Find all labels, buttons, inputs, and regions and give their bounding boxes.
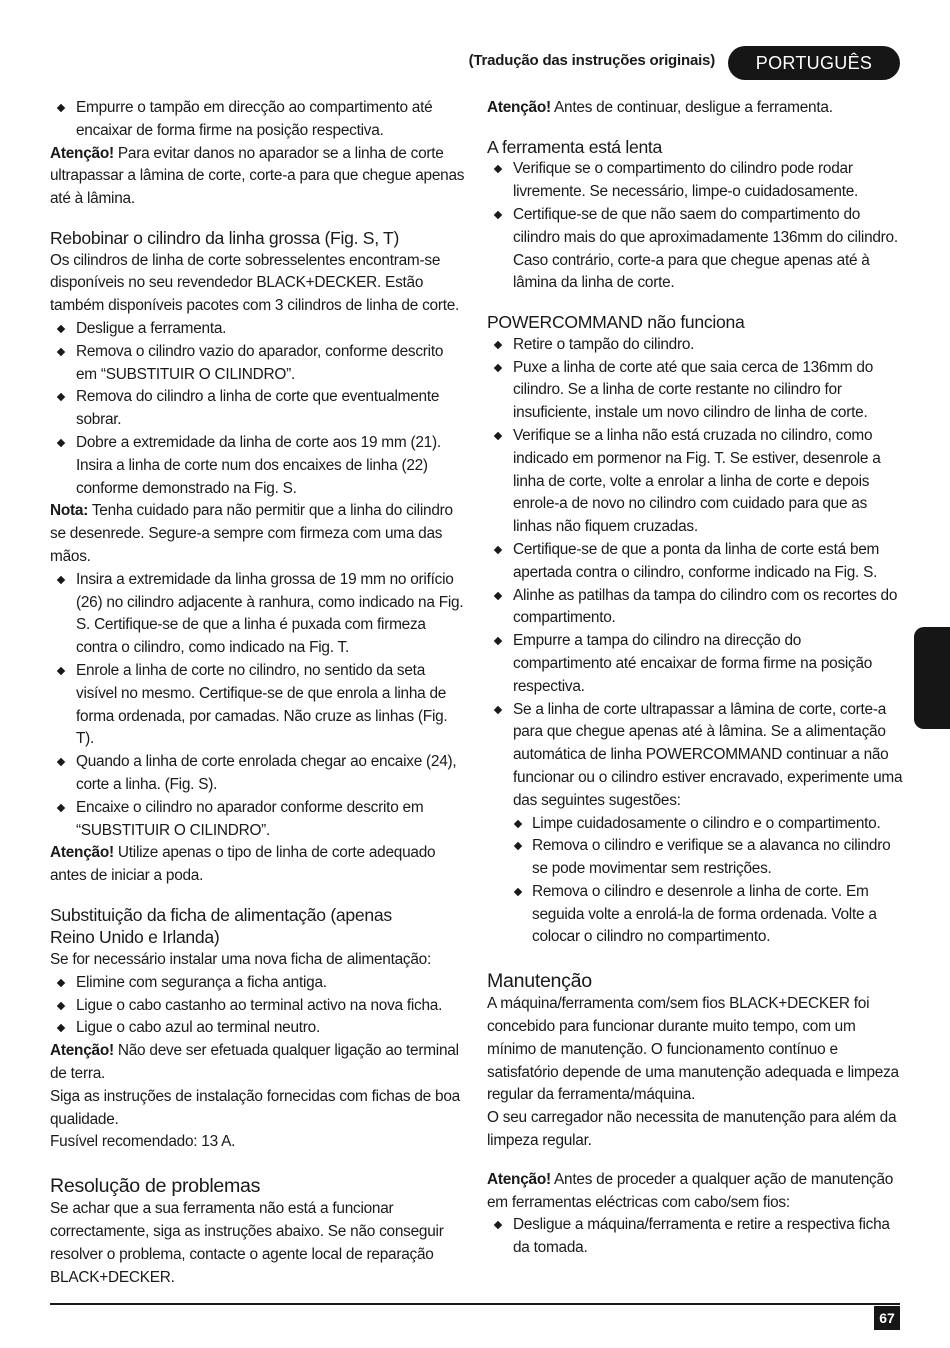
warning-label: Atenção! (50, 844, 114, 862)
plug-heading (50, 904, 466, 949)
slow-tool-steps (487, 158, 903, 295)
intro-list (50, 97, 466, 143)
list-item: Se a linha de corte ultrapassar a lâmina de corte, corte-a para que chegue apenas até à lâmina. Se a alimentação automática de linha POWERCOMMAND continuar a não funcionar ou o cilindro estiver encravado, experimente uma das seguintes sugestões: (487, 699, 903, 813)
warning-paragraph (50, 143, 466, 211)
powercommand-steps (487, 334, 903, 813)
powercommand-heading: POWERCOMMAND não funciona (487, 312, 745, 333)
note-label: Nota: (50, 502, 89, 520)
plug-heading-line2: Reino Unido e Irlanda) (50, 927, 220, 948)
list-item: Dobre a extremidade da linha de corte aos 19 mm (21). Insira a linha de corte num dos encaixes de linha (22) conforme demonstrado na Fig. S. (50, 432, 466, 500)
section-side-tab (914, 627, 950, 729)
list-item: Puxe a linha de corte até que saia cerca de 136mm do cilindro. Se a linha de corte restante no cilindro for insuficiente, instale um novo cilindro de linha de corte. (487, 357, 903, 425)
warning-paragraph (487, 1169, 903, 1215)
language-badge: PORTUGUÊS (728, 46, 900, 80)
rewind-intro: Os cilindros de linha de corte sobresselentes encontram-se disponíveis no seu revendedor BLACK+DECKER. Estão também disponíveis pacotes com 3 cilindros de linha de corte. (50, 251, 460, 315)
warning-label: Atenção! (487, 1170, 551, 1188)
plug-steps (50, 972, 466, 1040)
warning-paragraph (50, 1040, 466, 1086)
plug-instructions: Siga as instruções de instalação fornecidas com fichas de boa qualidade. (50, 1087, 460, 1128)
warning-text: Utilize apenas o tipo de linha de corte adequado antes de iniciar a poda. (50, 844, 436, 885)
note-paragraph (50, 500, 466, 568)
warning-text: Antes de proceder a qualquer ação de manutenção em ferramentas eléctricas com cabo/sem fios: (487, 1170, 894, 1211)
list-item: Empurre o tampão em direcção ao compartimento até encaixar de forma firme na posição respectiva. (50, 97, 466, 143)
rewind-heading: Rebobinar o cilindro da linha grossa (Fig. S, T) (50, 227, 400, 248)
list-item: Verifique se o compartimento do cilindro pode rodar livremente. Se necessário, limpe-o cuidadosamente. (487, 158, 903, 204)
sub-list-item: Remova o cilindro e desenrole a linha de corte. Em seguida volte a enrolá-la de forma ordenada. Volte a colocar o cilindro no compartimento. (487, 881, 903, 949)
left-column (50, 97, 466, 1289)
fuse-text: Fusível recomendado: 13 A. (50, 1133, 236, 1151)
list-item: Remova do cilindro a linha de corte que eventualmente sobrar. (50, 386, 466, 432)
right-column (487, 97, 903, 1260)
list-item: Ligue o cabo castanho ao terminal activo na nova ficha. (50, 995, 466, 1018)
warning-paragraph (487, 97, 903, 120)
list-item: Empurre a tampa do cilindro na direcção do compartimento até encaixar de forma firme na posição respectiva. (487, 630, 903, 698)
page-number: 67 (874, 1306, 900, 1330)
slow-tool-heading: A ferramenta está lenta (487, 136, 663, 157)
warning-label: Atenção! (50, 144, 114, 162)
list-item: Desligue a ferramenta. (50, 318, 466, 341)
list-item: Certifique-se de que não saem do compartimento do cilindro mais do que aproximadamente 136mm do cilindro. Caso contrário, corte-a para que chegue apenas até à lâmina da linha de corte. (487, 204, 903, 295)
list-item: Quando a linha de corte enrolada chegar ao encaixe (24), corte a linha. (Fig. S). (50, 751, 466, 797)
list-item: Enrole a linha de corte no cilindro, no sentido da seta visível no mesmo. Certifique-se de que enrola a linha de forma ordenada, por camadas. Não cruze as linhas (Fig. T). (50, 660, 466, 751)
footer-divider (50, 1303, 900, 1305)
note-text: Tenha cuidado para não permitir que a linha do cilindro se desenrede. Segure-a sempre com firmeza com uma das mãos. (50, 502, 453, 565)
rewind-steps (50, 318, 466, 500)
maintenance-steps (487, 1214, 903, 1260)
powercommand-substeps (487, 813, 903, 950)
rewind-steps-2 (50, 569, 466, 843)
sub-list-item: Limpe cuidadosamente o cilindro e o compartimento. (487, 813, 903, 836)
plug-heading-line1: Substituição da ficha de alimentação (apenas (50, 904, 392, 925)
maintenance-heading: Manutenção (487, 970, 592, 993)
list-item: Ligue o cabo azul ao terminal neutro. (50, 1017, 466, 1040)
warning-text: Não deve ser efetuada qualquer ligação ao terminal de terra. (50, 1042, 459, 1083)
translation-note: (Tradução das instruções originais) (468, 52, 715, 69)
list-item: Verifique se a linha não está cruzada no cilindro, como indicado em pormenor na Fig. T. Se estiver, desenrole a linha de corte, volte a enrolar a linha de corte e depois enrole-a de novo no cilindro com cuidado para que as linhas não fiquem cruzadas. (487, 425, 903, 539)
list-item: Elimine com segurança a ficha antiga. (50, 972, 466, 995)
list-item: Retire o tampão do cilindro. (487, 334, 903, 357)
list-item: Alinhe as patilhas da tampa do cilindro com os recortes do compartimento. (487, 585, 903, 631)
warning-label: Atenção! (487, 99, 551, 116)
sub-list-item: Remova o cilindro e verifique se a alavanca no cilindro se pode movimentar sem restrições. (487, 835, 903, 881)
warning-text: Antes de continuar, desligue a ferramenta. (550, 99, 833, 116)
maintenance-text: A máquina/ferramenta com/sem fios BLACK+DECKER foi concebido para funcionar durante muito tempo, com um mínimo de manutenção. O funcionamento contínuo e satisfatório depende de uma manutenção adequada e limpeza regular da ferramenta/máquina. (487, 995, 899, 1104)
troubleshooting-text: Se achar que a sua ferramenta não está a funcionar correctamente, siga as instruções abaixo. Se não conseguir resolver o problema, contacte o agente local de reparação BLACK+DECKER. (50, 1200, 444, 1286)
warning-label: Atenção! (50, 1042, 114, 1060)
list-item: Desligue a máquina/ferramenta e retire a respectiva ficha da tomada. (487, 1214, 903, 1260)
plug-intro: Se for necessário instalar uma nova ficha de alimentação: (50, 951, 431, 969)
maintenance-charger-text: O seu carregador não necessita de manutenção para além da limpeza regular. (487, 1109, 897, 1150)
warning-paragraph (50, 842, 466, 888)
warning-text: Para evitar danos no aparador se a linha de corte ultrapassar a lâmina de corte, corte-a para que chegue apenas até à lâmina. (50, 144, 465, 208)
troubleshooting-heading: Resolução de problemas (50, 1175, 261, 1198)
list-item: Certifique-se de que a ponta da linha de corte está bem apertada contra o cilindro, conforme indicado na Fig. S. (487, 539, 903, 585)
list-item: Remova o cilindro vazio do aparador, conforme descrito em “SUBSTITUIR O CILINDRO”. (50, 341, 466, 387)
list-item: Encaixe o cilindro no aparador conforme descrito em “SUBSTITUIR O CILINDRO”. (50, 797, 466, 843)
list-item: Insira a extremidade da linha grossa de 19 mm no orifício (26) no cilindro adjacente à ranhura, como indicado na Fig. S. Certifique-se de que a linha é puxada com firmeza contra o cilindro, como indicado na Fig. T. (50, 569, 466, 660)
